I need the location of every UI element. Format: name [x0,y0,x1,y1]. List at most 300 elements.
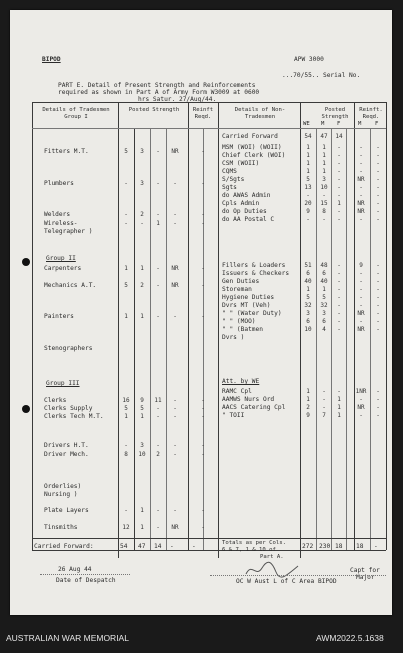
row-cell: - [359,302,363,309]
right-sub-header: M [358,121,362,127]
row-cell: 5 [124,282,128,289]
row-cell: - [322,388,326,395]
row-cell: 40 [320,278,328,285]
row-cell: 1 [337,396,341,403]
row-cell: - [173,405,177,412]
row-cell: - [156,265,160,272]
row-cell: - [376,192,380,199]
row-label: RAMC Cpl [222,388,252,395]
row-cell: 1 [306,396,310,403]
row-cell: - [173,180,177,187]
row-cell: - [337,152,341,159]
row-cell: - [140,220,144,227]
row-cell: 47 [320,133,328,140]
row-cell: - [156,413,160,420]
row-cell: - [376,404,380,411]
row-cell: 1 [306,160,310,167]
row-cell: - [173,313,177,320]
row-cell: 1 [322,286,326,293]
row-cell: - [201,413,205,420]
row-cell: - [376,200,380,207]
row-label: Storeman [222,286,252,293]
row-cell: 1 [156,220,160,227]
row-cell: 3 [140,180,144,187]
row-cell: 2 [140,282,144,289]
right-sub-header: F [375,121,379,127]
row-label: " TOII [222,412,245,419]
tradesman-row [10,345,392,353]
row-cell: 2 [306,404,310,411]
despatch-date: 26 Aug 44 [58,566,92,573]
non-tradesman-row [10,302,392,310]
row-cell: - [201,524,205,531]
row-label: Orderlies) [44,483,82,490]
row-cell: NR [357,208,365,215]
row-cell: - [173,451,177,458]
non-tradesman-row [10,262,392,270]
row-cell: - [337,326,341,333]
row-label: Issuers & Checkers [222,270,290,277]
row-cell: - [337,310,341,317]
row-cell: 14 [335,133,343,140]
row-cell: - [376,318,380,325]
archive-footer [0,621,403,653]
row-label: Clerks [44,397,67,404]
att-title: Att. by WE [222,378,260,385]
row-cell: NR [171,282,179,289]
row-cell: - [376,294,380,301]
row-cell: - [124,180,128,187]
row-label: Telegrapher ) [44,228,93,235]
non-tradesman-row [10,208,392,216]
row-label: Welders [44,211,71,218]
row-cell: 6 [306,318,310,325]
row-cell: - [156,282,160,289]
row-label: CSM (WOII) [222,160,260,167]
row-cell: - [359,278,363,285]
row-cell: 9 [140,397,144,404]
left-col-header: Details of Tradesmen Group I [42,107,110,120]
row-cell: NR [171,524,179,531]
row-cell: 3 [306,310,310,317]
row-cell: - [173,397,177,404]
totals-label-2: 6 & 7, 1 & 10 of [222,547,276,553]
row-cell: 1 [322,152,326,159]
row-cell: 6 [322,270,326,277]
row-cell: 13 [304,184,312,191]
non-tradesman-row [10,133,392,141]
row-cell: - [173,220,177,227]
row-label: S/Sgts [222,176,245,183]
row-cell: - [359,184,363,191]
row-cell: 9 [306,412,310,419]
row-cell: - [337,294,341,301]
row-cell: 8 [124,451,128,458]
row-label: " " (MOO) [222,318,256,325]
row-label: CQMS [222,168,237,175]
row-cell: 1 [140,507,144,514]
row-cell: - [376,216,380,223]
row-cell: - [201,220,205,227]
unit-name: BIPOD [42,56,61,63]
row-cell: NR [171,265,179,272]
left-posted-header: Posted Strength [128,107,180,113]
totals-value: 230 [319,543,331,550]
non-tradesman-row [10,286,392,294]
row-cell: 1 [140,413,144,420]
tradesman-row [10,507,392,515]
row-cell: - [201,507,205,514]
non-tradesman-row [10,294,392,302]
group-2-title: Group II [46,255,76,262]
non-tradesman-row [10,200,392,208]
row-cell: 1 [124,313,128,320]
form-number: APW 3000 [294,56,324,63]
row-cell: 1 [140,265,144,272]
row-cell: 1 [306,144,310,151]
right-reinf-header: Reinft. Reqd. [359,107,383,120]
row-label: AACS Catering Cpl [222,404,286,411]
non-tradesman-row [10,184,392,192]
row-cell: - [376,208,380,215]
row-cell: 10 [138,451,146,458]
row-cell: 1 [124,265,128,272]
row-cell: 5 [306,176,310,183]
row-cell: - [156,313,160,320]
non-tradesman-row [10,318,392,326]
row-label: Drivers H.T. [44,442,89,449]
row-cell: - [201,313,205,320]
row-label: Chief Clerk (WOI) [222,152,286,159]
row-cell: - [337,208,341,215]
tradesman-row [10,483,392,491]
non-tradesman-row [10,152,392,160]
carried-forward-value: 47 [138,543,146,550]
row-cell: 5 [322,294,326,301]
non-tradesman-row [10,176,392,184]
row-label: Painters [44,313,74,320]
row-cell: - [376,144,380,151]
row-label: do Op Duties [222,208,267,215]
row-cell: - [376,396,380,403]
archive-id: AWM2022.5.1638 [316,633,384,643]
group-3-title: Group III [46,380,80,387]
row-cell: - [376,412,380,419]
row-cell: - [322,216,326,223]
right-posted-header: Posted Strength [321,107,349,120]
row-cell: - [359,318,363,325]
table-bottom-rule [32,550,386,551]
row-cell: - [306,192,310,199]
carried-forward-value: - [192,543,196,550]
row-cell: 5 [140,405,144,412]
attached-row [10,412,392,420]
row-cell: - [376,270,380,277]
row-cell: - [376,388,380,395]
row-cell: 1 [140,524,144,531]
row-cell: 1 [124,413,128,420]
row-cell: - [156,507,160,514]
non-tradesman-row [10,144,392,152]
totals-label-1: Totals as per Cols. [222,540,286,546]
row-cell: - [201,265,205,272]
row-cell: 1 [337,200,341,207]
row-cell: - [124,211,128,218]
totals-label-3: Part A. [260,554,284,560]
row-cell: 1 [337,412,341,419]
document-sheet [10,10,392,615]
row-label: Sgts [222,184,237,191]
row-cell: - [337,262,341,269]
row-cell: - [156,524,160,531]
row-cell: - [359,286,363,293]
row-cell: - [337,144,341,151]
right-sub-header: F [337,121,341,127]
row-cell: - [376,278,380,285]
row-cell: 1 [306,388,310,395]
totals-value: 18 [356,543,364,550]
totals-value: 272 [302,543,314,550]
non-tradesman-row [10,326,392,334]
row-cell: - [376,326,380,333]
row-cell: - [376,160,380,167]
row-cell: - [156,211,160,218]
row-cell: 3 [322,176,326,183]
attached-row [10,396,392,404]
row-cell: 1 [322,144,326,151]
row-cell: - [376,184,380,191]
archive-name: AUSTRALIAN WAR MEMORIAL [6,633,129,643]
row-cell: 2 [156,451,160,458]
row-cell: 2 [140,211,144,218]
capt-label: Capt for [350,567,380,574]
row-cell: - [337,176,341,183]
row-cell: 20 [304,200,312,207]
row-cell: 9 [359,262,363,269]
row-cell: - [376,168,380,175]
row-cell: - [156,180,160,187]
row-cell: 1 [306,152,310,159]
co-label: OC W Aust L of C Area BIPOD [236,578,337,585]
row-label: AAMWS Nurs Ord [222,396,275,403]
non-tradesman-row [10,192,392,200]
row-cell: - [337,160,341,167]
row-cell: 1NR [355,388,367,395]
tradesman-row [10,442,392,450]
row-cell: - [201,442,205,449]
non-tradesman-row [10,168,392,176]
tradesman-row [10,228,392,236]
major-label: Major [356,574,375,581]
row-cell: 1 [322,160,326,167]
non-tradesman-row [10,270,392,278]
row-cell: 7 [322,412,326,419]
row-cell: 48 [320,262,328,269]
non-tradesman-row [10,310,392,318]
row-cell: - [337,216,341,223]
row-label: Carpenters [44,265,82,272]
row-cell: - [173,413,177,420]
row-cell: 10 [304,326,312,333]
carried-forward-value: - [170,543,174,550]
row-label: do AWAS Admin [222,192,271,199]
row-label: Mechanics A.T. [44,282,97,289]
right-sub-header: WE [303,121,310,127]
row-label: Carried Forward [222,133,278,140]
row-cell: 6 [306,270,310,277]
row-cell: - [322,396,326,403]
row-cell: 40 [304,278,312,285]
row-cell: - [359,294,363,301]
row-cell: - [201,148,205,155]
row-label: Clerks Supply [44,405,93,412]
row-cell: - [376,262,380,269]
row-cell: 1 [322,168,326,175]
despatch-date-label: Date of Despatch [56,577,116,584]
row-cell: - [201,405,205,412]
row-label: " " (Water Duty) [222,310,282,317]
row-cell: - [201,282,205,289]
row-cell: - [337,302,341,309]
row-label: Fitters M.T. [44,148,89,155]
part-line-2: required as shown in Part A of Army Form W3009 at 0600 [58,89,260,96]
row-label: Plate Layers [44,507,89,514]
row-cell: 8 [322,208,326,215]
row-cell: 32 [304,302,312,309]
serial-number: ...70/55.. Serial No. [282,72,361,79]
row-cell: - [359,192,363,199]
punch-hole-icon [22,258,30,266]
row-cell: - [359,216,363,223]
row-cell: 3 [322,310,326,317]
row-label: Hygiene Duties [222,294,275,301]
row-cell: - [337,278,341,285]
row-cell: - [337,318,341,325]
right-sub-header: M [321,121,325,127]
row-label: Clerks Tech M.T. [44,413,104,420]
row-label: Driver Mech. [44,451,89,458]
row-cell: 4 [322,326,326,333]
part-line-3: hrs Satur. 27/Aug/44. [138,96,217,103]
row-cell: - [201,211,205,218]
part-line-1: PART E. Detail of Present Strength and Reinforcements [58,82,256,89]
row-label: Nursing ) [44,491,78,498]
row-cell: 5 [124,405,128,412]
row-cell: NR [171,148,179,155]
row-cell: - [156,405,160,412]
row-cell: - [337,192,341,199]
row-cell: 3 [140,148,144,155]
left-reinf-header: Reinft Reqd. [192,107,214,120]
row-cell: - [376,176,380,183]
row-cell: 16 [122,397,130,404]
table-top-rule [32,102,386,103]
non-tradesman-row [10,278,392,286]
row-cell: - [337,388,341,395]
row-cell: - [376,286,380,293]
row-label: Plumbers [44,180,74,187]
row-cell: - [306,216,310,223]
row-cell: - [359,168,363,175]
row-cell: - [201,397,205,404]
row-cell: - [124,442,128,449]
totals-value: 18 [335,543,343,550]
row-cell: - [359,152,363,159]
non-tradesman-row [10,216,392,224]
punch-hole-icon [22,405,30,413]
row-cell: 6 [322,318,326,325]
row-label: Dvrs ) [222,334,245,341]
row-cell: - [201,451,205,458]
row-cell: 1 [140,313,144,320]
row-cell: - [173,211,177,218]
row-cell: 1 [306,168,310,175]
right-col-header: Details of Non-Tradesmen [234,107,286,120]
carried-forward-value: 14 [154,543,162,550]
row-label: " " (Batmen [222,326,263,333]
row-cell: 1 [306,286,310,293]
row-cell: - [376,152,380,159]
row-cell: - [156,148,160,155]
row-cell: - [359,412,363,419]
row-cell: 54 [304,133,312,140]
row-cell: NR [357,326,365,333]
row-cell: 15 [320,200,328,207]
row-label: MSM (WOI) (WOII) [222,144,282,151]
row-label: Tinsmiths [44,524,78,531]
row-cell: - [173,442,177,449]
row-cell: 1 [337,404,341,411]
row-cell: - [156,442,160,449]
row-cell: 12 [122,524,130,531]
row-cell: - [337,270,341,277]
row-label: do AA Postal C [222,216,275,223]
row-cell: - [124,507,128,514]
row-label: Dvrs MT (Veh) [222,302,271,309]
row-cell: - [173,507,177,514]
tradesman-row [10,491,392,499]
row-cell: - [359,396,363,403]
row-cell: - [337,184,341,191]
row-cell: 3 [140,442,144,449]
attached-row [10,388,392,396]
row-cell: - [322,404,326,411]
row-cell: NR [357,176,365,183]
row-cell: - [201,180,205,187]
row-cell: 9 [306,208,310,215]
row-cell: - [337,286,341,293]
signature-icon [242,558,302,580]
row-cell: - [376,310,380,317]
non-tradesman-row [10,160,392,168]
non-tradesman-row [10,334,392,342]
row-cell: - [359,144,363,151]
row-cell: NR [357,404,365,411]
row-cell: - [359,160,363,167]
totals-value: - [374,543,378,550]
row-cell: NR [357,310,365,317]
carried-forward-value: 54 [120,543,128,550]
attached-row [10,404,392,412]
row-cell: 32 [320,302,328,309]
row-label: Wireless- [44,220,78,227]
row-label: Fillers & Loaders [222,262,286,269]
row-cell: 10 [320,184,328,191]
tradesman-row [10,524,392,532]
row-cell: - [322,192,326,199]
row-cell: NR [357,200,365,207]
row-label: Cpls Admin [222,200,260,207]
